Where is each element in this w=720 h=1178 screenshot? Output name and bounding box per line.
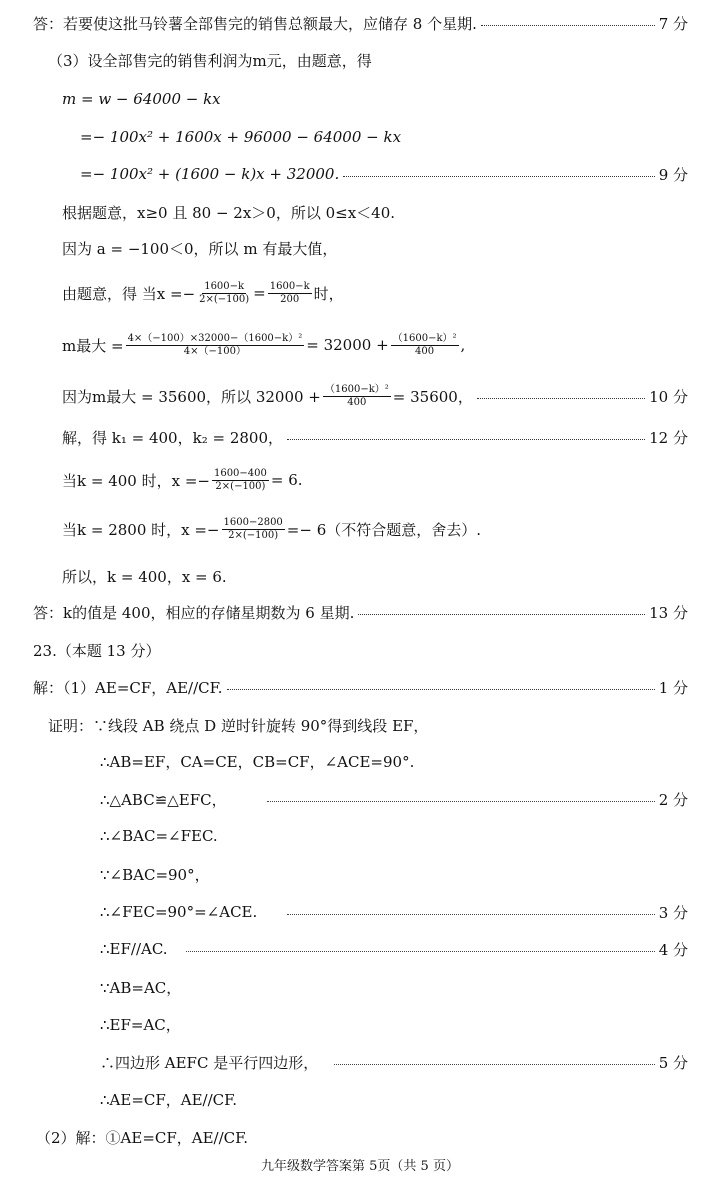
line-text: （2）解：①AE=CF，AE//CF. [36,1128,248,1147]
line-text: 因为 a = −100＜0，所以 m 有最大值， [62,239,338,258]
score-mark: 12 分 [649,428,688,447]
numerator: 1600−k [269,280,310,292]
line-text: 解：（1）AE=CF，AE//CF. [33,678,223,697]
answer-line-1 [0,8,720,38]
line-text: =− 6（不符合题意，舍去）. [286,520,482,539]
score-mark: 3 分 [658,903,688,922]
case-k2800-line [0,511,720,547]
score-mark: 9 分 [658,165,688,184]
eq-step-1 [0,122,720,152]
score-mark: 4 分 [658,940,688,959]
denominator: 2×(−100) [228,529,279,541]
dot-leader [334,1063,654,1065]
line-text: = 35600， [392,387,473,406]
line-text: 答：k的值是 400，相应的存储星期数为 6 星期. [33,603,355,622]
numerator: 1600−2800 [223,516,283,528]
denominator: 200 [280,293,300,305]
proof-step-1 [0,746,720,776]
max-value-line [0,326,720,364]
dot-leader [186,950,655,952]
case-k400-line [0,462,720,498]
line-text: 当k = 2800 时，x =− [62,520,220,539]
denominator: 2×(−100) [215,480,266,492]
numerator: 1600−400 [213,467,267,479]
fraction [222,517,285,542]
line-text: 证明：∵线段 AB 绕点 D 逆时针旋转 90°得到线段 EF， [48,716,429,735]
line-text: 解，得 k₁ = 400，k₂ = 2800， [62,428,283,447]
fraction [391,333,459,358]
proof-step-2 [0,784,720,814]
score-mark: 7 分 [658,14,688,33]
line-text: ∴四边形 AEFC 是平行四边形， [100,1053,319,1072]
line-text: ∵∠BAC=90°， [100,865,210,884]
dot-leader [358,613,645,615]
line-text: m最大 = [62,336,124,355]
denominator: 400 [347,396,367,408]
score-mark: 2 分 [658,790,688,809]
numerator: 4×（−100）×32000−（1600−k）² [127,332,303,344]
score-mark: 5 分 [658,1053,688,1072]
proof-step-8 [0,1009,720,1039]
part3-intro [0,45,720,75]
proof-step-10 [0,1084,720,1114]
line-text: 所以，k = 400，x = 6. [62,567,227,586]
proof-step-3 [0,821,720,851]
line-text: = 6. [270,471,303,489]
proof-step-4 [0,859,720,889]
question-23-heading [0,635,720,665]
fraction [323,384,391,409]
numerator: 1600−k [204,280,245,292]
score-mark: 13 分 [649,603,688,622]
eq-profit [0,84,720,114]
fraction [126,333,305,358]
numerator: （1600−k）² [392,332,457,344]
eq-step-2 [0,159,720,189]
score-mark: 10 分 [649,387,688,406]
line-text: ∴∠FEC=90°=∠ACE. [100,903,258,921]
line-text: ∴EF//AC. [100,940,168,958]
equals-sign: = [253,284,266,302]
roots-line [0,422,720,452]
proof-step-5 [0,897,720,927]
heading-text: 23.（本题 13 分） [33,641,161,660]
line-text: ∴△ABC≌△EFC， [100,790,227,809]
dot-leader [267,800,655,802]
denominator: 400 [415,345,435,357]
line-text: （3）设全部售完的销售利润为m元，由题意，得 [48,51,372,70]
fraction [212,468,269,493]
line-text: 时， [313,284,344,303]
line-text: ∴AB=EF，CA=CE，CB=CF，∠ACE=90°. [100,752,415,771]
line-text: , [460,336,466,354]
score-mark: 1 分 [658,678,688,697]
numerator: （1600−k）² [324,383,389,395]
dot-leader [287,913,654,915]
line-text: 当k = 400 时，x =− [62,471,210,490]
solve-line [0,378,720,414]
q23-part2-answer [0,1122,720,1152]
vertex-line [0,275,720,311]
line-text: ∴AE=CF，AE//CF. [100,1090,237,1109]
dot-leader [481,24,655,26]
dot-leader [287,438,645,440]
page-footer: 九年级数学答案第 5页（共 5 页） [261,1159,459,1174]
proof-start [0,710,720,740]
proof-step-6 [0,934,720,964]
q23-part1-answer [0,672,720,702]
equation-text: =− 100x² + (1600 − k)x + 32000. [80,165,340,183]
line-text: ∴EF=AC， [100,1015,181,1034]
constraint-line [0,197,720,227]
line-text: 根据题意，x≥0 且 80 − 2x＞0，所以 0≤x＜40. [62,203,396,222]
line-text: 答：若要使这批马铃薯全部售完的销售总额最大，应储存 8 个星期. [33,14,477,33]
line-text: 由题意，得 当x =− [62,284,196,303]
fraction [197,281,251,306]
denominator: 2×(−100) [199,293,250,305]
line-text: ∴∠BAC=∠FEC. [100,827,218,845]
conclusion-line [0,561,720,591]
line-text: 因为m最大 = 35600，所以 32000 + [62,387,321,406]
denominator: 4×（−100） [183,345,247,357]
proof-step-7 [0,972,720,1002]
proof-step-9 [0,1047,720,1077]
dot-leader [343,175,654,177]
line-text: = 32000 + [306,336,389,354]
equation-text: =− 100x² + 1600x + 96000 − 64000 − kx [80,128,402,146]
dot-leader [477,397,645,399]
max-exists-line [0,233,720,263]
answer-line-final [0,597,720,627]
fraction [268,281,312,306]
equation-text: m = w − 64000 − kx [62,90,221,108]
dot-leader [227,688,655,690]
line-text: ∵AB=AC， [100,978,182,997]
